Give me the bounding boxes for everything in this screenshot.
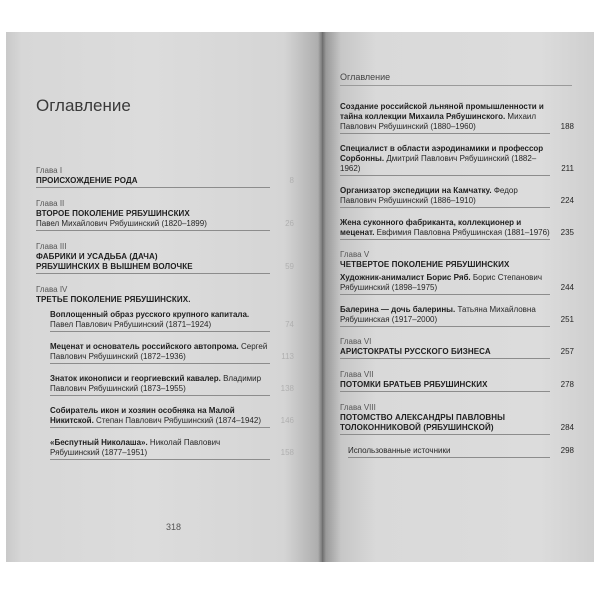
toc-chapter xyxy=(340,370,574,390)
chapter-label: Глава I xyxy=(36,166,63,175)
entry-person: Федор Павлович Рябушинский (1886–1910) xyxy=(340,186,518,205)
entry-person: Евфимия Павловна Рябушинская (1881–1976) xyxy=(374,228,550,237)
chapter-label: Глава III xyxy=(36,242,67,251)
toc-entry xyxy=(348,446,574,456)
page-number: 244 xyxy=(560,283,574,292)
entry-title: Воплощенный образ русского крупного капитала. xyxy=(50,310,250,319)
entry-title: Специалист в области аэродинамики и профессор Сорбонны. xyxy=(340,144,544,163)
toc-chapter xyxy=(340,250,574,270)
entry-title: Меценат и основатель российского автопрома. xyxy=(50,342,239,351)
entry-title: Использованные источники xyxy=(348,446,451,455)
chapter-title: ПРОИСХОЖДЕНИЕ РОДА xyxy=(36,176,138,185)
page-number: 188 xyxy=(560,122,574,131)
toc-chapter xyxy=(340,337,574,357)
toc-chapter xyxy=(36,285,294,305)
page-number: 224 xyxy=(560,196,574,205)
chapter-label: Глава V xyxy=(340,250,370,259)
entry-person: Николай Павлович Рябушинский (1877–1951) xyxy=(50,438,221,457)
entry-title: «Беспутный Николаша». xyxy=(50,438,148,447)
entry-person: Татьяна Михайловна Рябушинская (1917–2000) xyxy=(340,305,536,324)
entry-title: Собиратель икон и хозяин особняка на Малой Никитской. xyxy=(50,406,235,425)
toc-entry xyxy=(50,438,294,458)
toc-entry xyxy=(50,374,294,394)
chapter-title: ТОЛОКОННИКОВОЙ (РЯБУШИНСКОЙ) xyxy=(340,423,494,432)
chapter-label: Глава II xyxy=(36,199,65,208)
running-head: Оглавление xyxy=(340,72,391,82)
chapter-title: ТРЕТЬЕ ПОКОЛЕНИЕ РЯБУШИНСКИХ. xyxy=(36,295,191,304)
page-number: 59 xyxy=(285,262,294,271)
chapter-title: ЧЕТВЕРТОЕ ПОКОЛЕНИЕ РЯБУШИНСКИХ xyxy=(340,260,510,269)
toc-entry xyxy=(340,144,574,174)
chapter-label: Глава VIII xyxy=(340,403,376,412)
page-number: 284 xyxy=(560,423,574,432)
page-folio: 318 xyxy=(166,522,182,532)
toc-chapter xyxy=(340,403,574,433)
page-number: 298 xyxy=(560,446,574,455)
entry-title: Организатор экспедиции на Камчатку. xyxy=(340,186,492,195)
page-number: 138 xyxy=(280,384,294,393)
toc-entry xyxy=(50,406,294,426)
left-page xyxy=(6,32,322,562)
chapter-title: ВТОРОЕ ПОКОЛЕНИЕ РЯБУШИНСКИХ xyxy=(36,209,190,218)
page-number: 251 xyxy=(560,315,574,324)
chapter-label: Глава VI xyxy=(340,337,372,346)
left-toc xyxy=(36,166,294,470)
chapter-title: АРИСТОКРАТЫ РУССКОГО БИЗНЕСА xyxy=(340,347,491,356)
toc-entry xyxy=(50,342,294,362)
toc-chapter xyxy=(36,242,294,272)
page-title: Оглавление xyxy=(36,96,131,115)
entry-title: Знаток иконописи и георгиевский кавалер. xyxy=(50,374,221,383)
toc-chapter xyxy=(36,199,294,229)
entry-person: Степан Павлович Рябушинский (1874–1942) xyxy=(93,416,261,425)
entry-title: Балерина — дочь балерины. xyxy=(340,305,456,314)
book-spread xyxy=(6,32,594,562)
page-number: 26 xyxy=(285,219,294,228)
chapter-title: ПОТОМСТВО АЛЕКСАНДРЫ ПАВЛОВНЫ xyxy=(340,413,506,422)
page-number: 257 xyxy=(560,347,574,356)
book-gutter xyxy=(318,32,326,562)
toc-entry xyxy=(50,310,294,330)
header-rule xyxy=(340,85,572,86)
page-number: 278 xyxy=(560,380,574,389)
right-toc xyxy=(340,102,574,468)
entry-person: Павел Павлович Рябушинский (1871–1924) xyxy=(50,320,212,329)
page-number: 235 xyxy=(560,228,574,237)
entry-person: Сергей Павлович Рябушинский (1872–1936) xyxy=(50,342,268,361)
chapter-title: ФАБРИКИ И УСАДЬБА (ДАЧА) xyxy=(36,252,158,261)
entry-person: Владимир Павлович Рябушинский (1873–1955) xyxy=(50,374,262,393)
entry-title: Художник-анималист Борис Ряб. xyxy=(340,273,471,282)
toc-entry xyxy=(340,186,574,206)
entry-title: Жена суконного фабриканта, коллекционер и меценат. xyxy=(340,218,522,237)
right-page xyxy=(322,32,594,562)
chapter-label: Глава IV xyxy=(36,285,68,294)
page-number: 211 xyxy=(561,164,574,173)
page-number: 158 xyxy=(280,448,294,457)
page-number: 113 xyxy=(281,352,294,361)
entry-person: Дмитрий Павлович Рябушинский (1882–1962) xyxy=(340,154,537,173)
chapter-person: Павел Михайлович Рябушинский (1820–1899) xyxy=(36,219,207,228)
toc-entry xyxy=(340,102,574,132)
entry-title: Создание российской льняной промышленности и тайна коллекции Михаила Рябушинского. xyxy=(340,102,544,121)
toc-entry xyxy=(340,218,574,238)
toc-chapter xyxy=(36,166,294,186)
page-number: 74 xyxy=(285,320,294,329)
entry-person: Борис Степанович Рябушинский (1898–1975) xyxy=(340,273,543,292)
entry-person: Михаил Павлович Рябушинский (1880–1960) xyxy=(340,112,537,131)
chapter-title: ПОТОМКИ БРАТЬЕВ РЯБУШИНСКИХ xyxy=(340,380,488,389)
page-number: 8 xyxy=(289,176,294,185)
toc-entry xyxy=(340,273,574,293)
page-number: 146 xyxy=(280,416,294,425)
chapter-label: Глава VII xyxy=(340,370,374,379)
chapter-title: РЯБУШИНСКИХ В ВЫШНЕМ ВОЛОЧКЕ xyxy=(36,262,193,271)
toc-entry xyxy=(340,305,574,325)
